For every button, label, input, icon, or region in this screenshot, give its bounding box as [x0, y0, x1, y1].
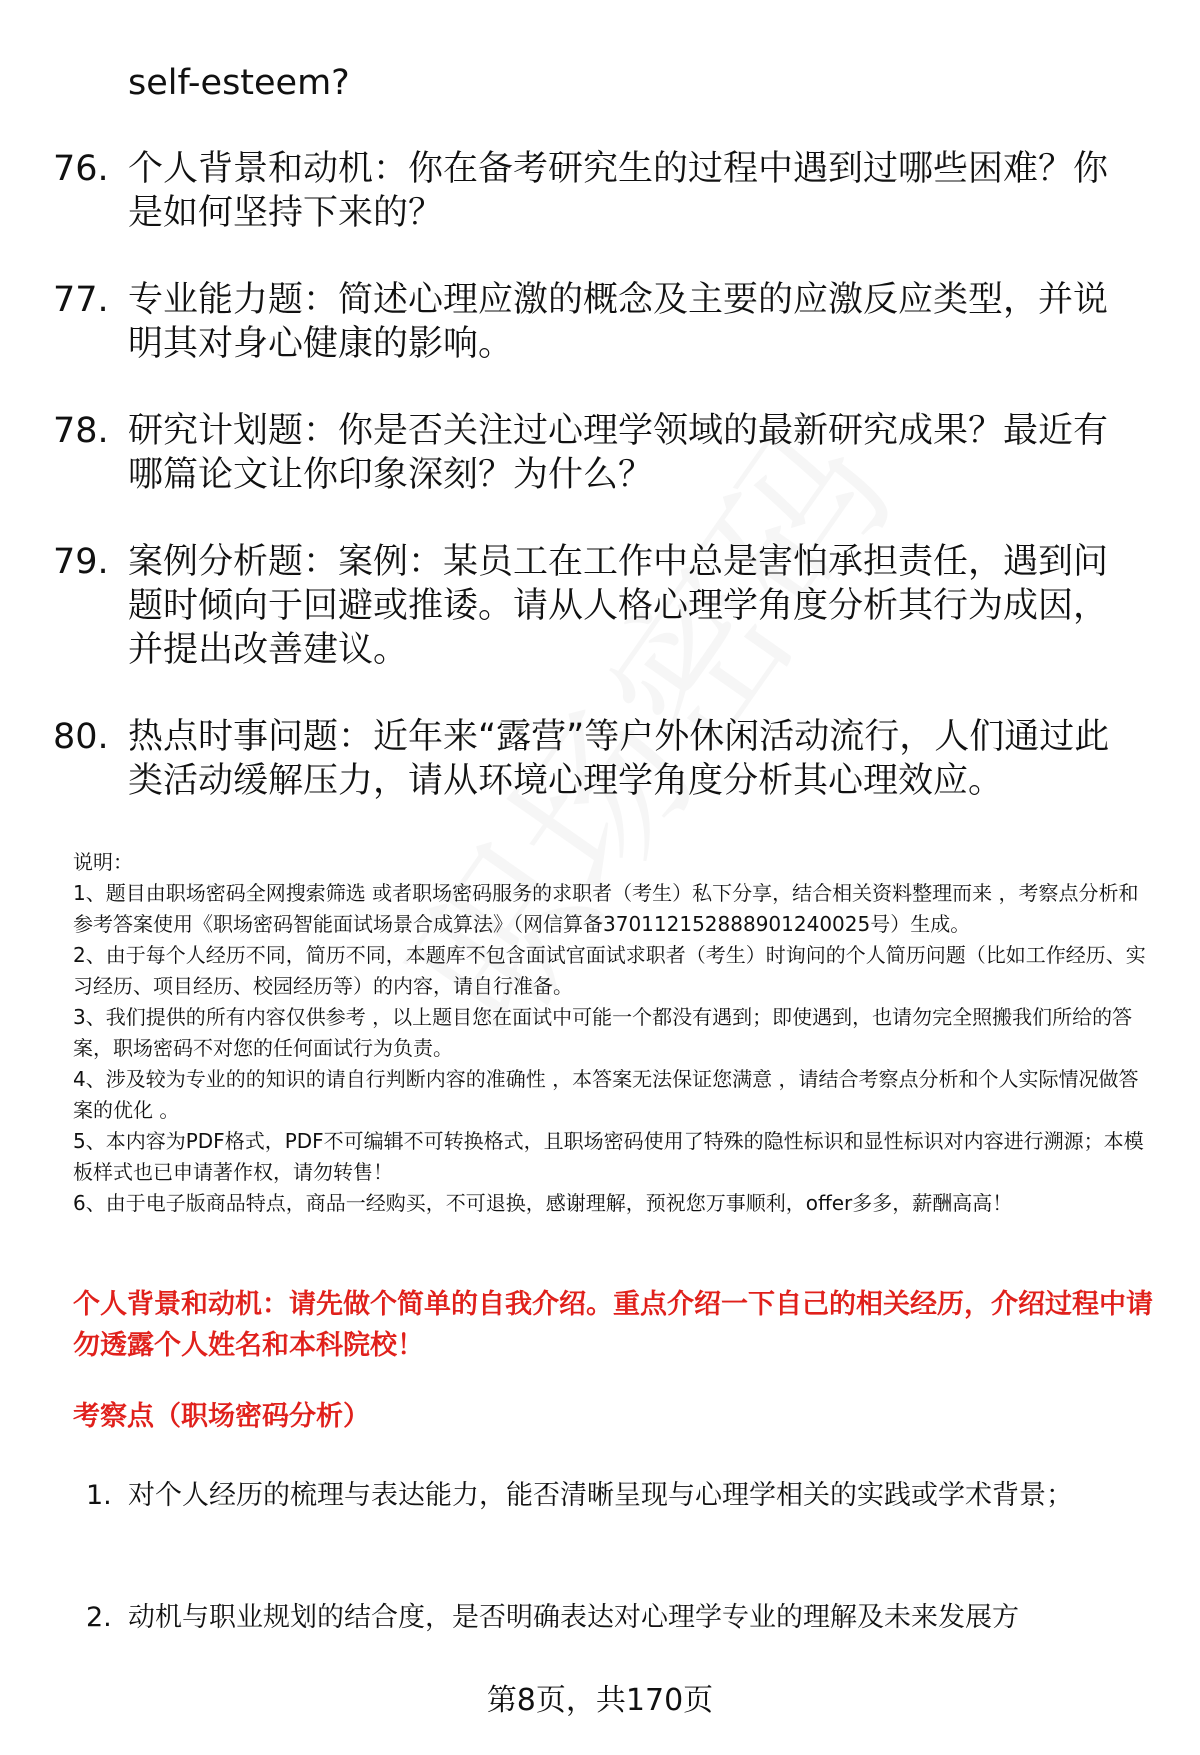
- question-number: 78.: [53, 411, 109, 451]
- question-text: 热点时事问题：近年来“露营”等户外休闲活动流行，人们通过此类活动缓解压力，请从环境心理学角度分析其心理效应。: [128, 717, 1110, 801]
- note-item: 4、涉及较为专业的的知识的请自行判断内容的准确性 ，本答案无法保证您满意 ，请结合考察点分析和个人实际情况做答案的优化 。: [73, 1067, 1139, 1122]
- continuation-text: self-esteem?: [128, 63, 350, 103]
- question-text: 案例分析题：案例：某员工在工作中总是害怕承担责任，遇到问题时倾向于回避或推诿。请从人格心理学角度分析其行为成因，并提出改善建议。: [128, 542, 1109, 670]
- question-number: 77.: [53, 280, 109, 320]
- notes-section: [73, 847, 1158, 1219]
- question-number: 79.: [53, 542, 109, 582]
- question-number: 76.: [53, 149, 109, 189]
- analysis-heading: 考察点（职场密码分析）: [73, 1401, 370, 1432]
- note-item: 5、本内容为PDF格式，PDF不可编辑不可转换格式，且职场密码使用了特殊的隐性标识和显性标识对内容进行溯源；本模板样式也已申请著作权，请勿转售！: [73, 1129, 1144, 1184]
- note-item: 2、由于每个人经历不同，简历不同，本题库不包含面试官面试求职者（考生）时询问的个人简历问题（比如工作经历、实习经历、项目经历、校园经历等）的内容，请自行准备。: [73, 943, 1146, 998]
- question-number: 80.: [53, 717, 109, 757]
- analysis-number: 2.: [86, 1602, 112, 1633]
- question-text: 个人背景和动机：你在备考研究生的过程中遇到过哪些困难？你是如何坚持下来的？: [128, 149, 1109, 233]
- analysis-number: 1.: [86, 1480, 112, 1511]
- note-item: 6、由于电子版商品特点，商品一经购买，不可退换，感谢理解，预祝您万事顺利，offer多多，薪酬高高！: [73, 1191, 1013, 1215]
- note-item: 3、我们提供的所有内容仅供参考 ，以上题目您在面试中可能一个都没有遇到；即使遇到，也请勿完全照搬我们所给的答案，职场密码不对您的任何面试行为负责。: [73, 1005, 1133, 1060]
- question-heading: 个人背景和动机：请先做个简单的自我介绍。重点介绍一下自己的相关经历，介绍过程中请勿透露个人姓名和本科院校！: [73, 1289, 1153, 1361]
- note-item: 1、题目由职场密码全网搜索筛选 或者职场密码服务的求职者（考生）私下分享，结合相关资料整理而来 ，考察点分析和参考答案使用《职场密码智能面试场景合成算法》（网信算备370112152888901240025号）生成。: [73, 881, 1139, 936]
- question-text: 专业能力题：简述心理应激的概念及主要的应激反应类型，并说明其对身心健康的影响。: [128, 280, 1109, 364]
- analysis-text: 对个人经历的梳理与表达能力，能否清晰呈现与心理学相关的实践或学术背景；: [128, 1480, 1073, 1511]
- notes-title: 说明：: [73, 850, 133, 874]
- page-footer: 第8页，共170页: [486, 1683, 714, 1718]
- question-text: 研究计划题：你是否关注过心理学领域的最新研究成果？最近有哪篇论文让你印象深刻？为什么？: [128, 411, 1109, 495]
- analysis-text: 动机与职业规划的结合度，是否明确表达对心理学专业的理解及未来发展方: [128, 1602, 1019, 1633]
